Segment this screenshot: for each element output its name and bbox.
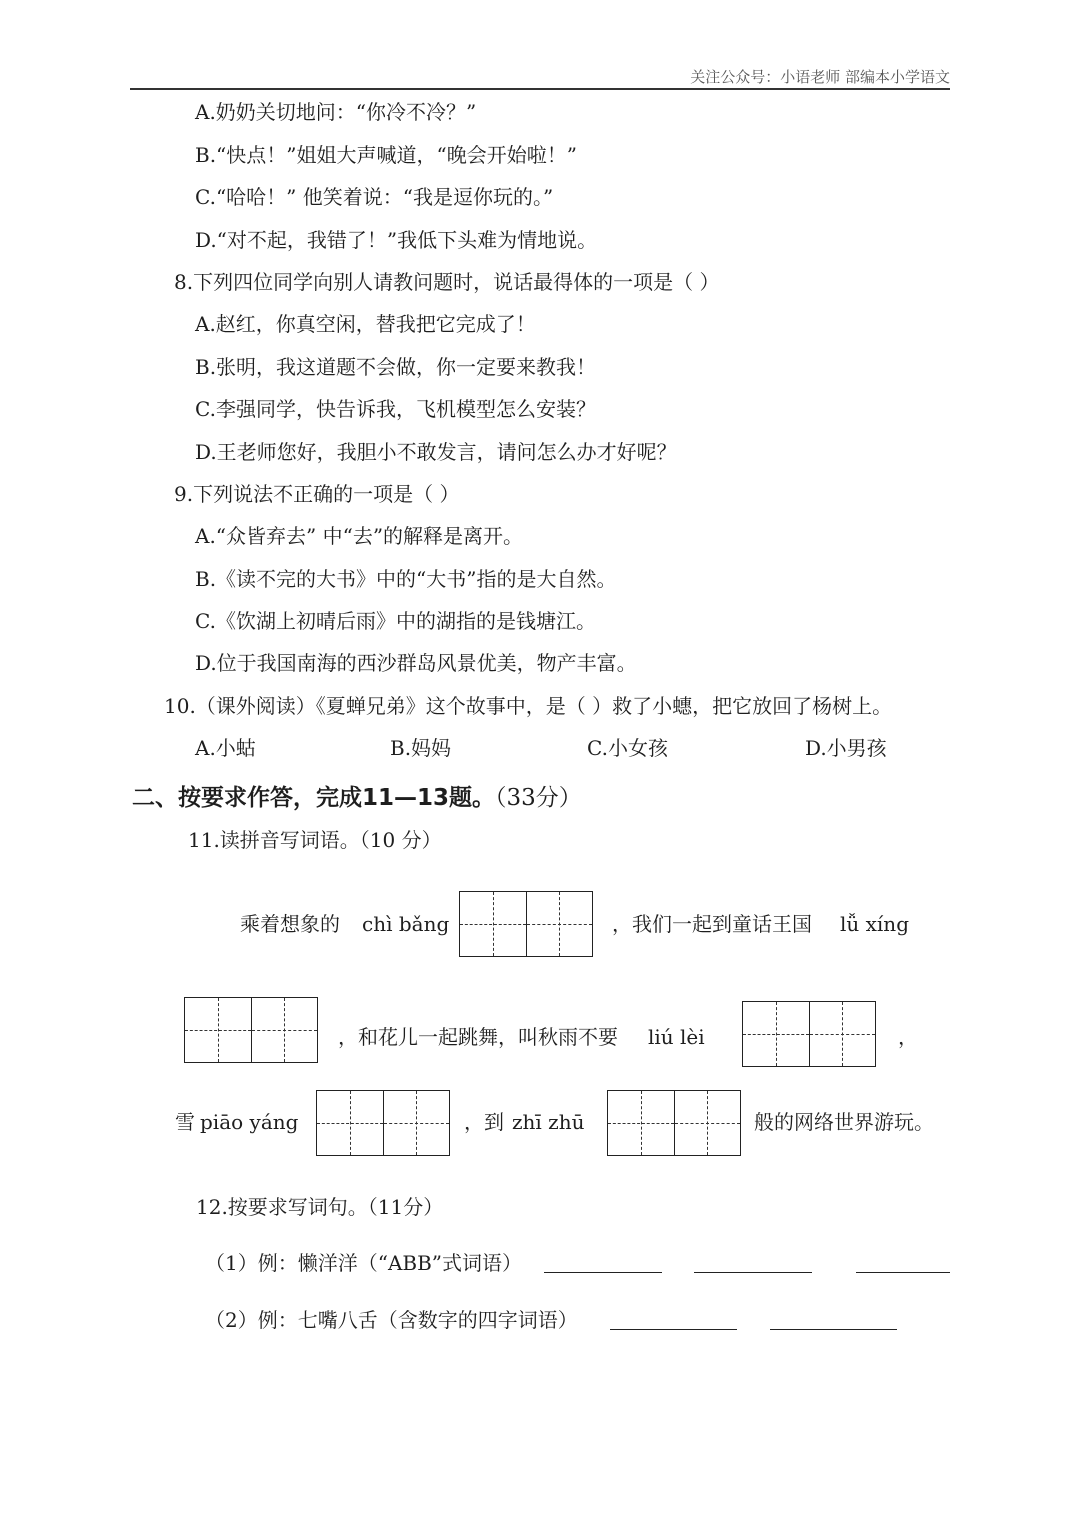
q11-row3-end: 般的网络世界游玩。 <box>754 1110 934 1134</box>
answer-blank[interactable] <box>610 1329 737 1330</box>
grid-cell[interactable] <box>185 998 251 1062</box>
q10-option-b: B.妈妈 <box>390 736 452 760</box>
q9-option-c: C.《饮湖上初晴后雨》中的湖指的是钱塘江。 <box>195 609 596 633</box>
q12-sub2: （2）例：七嘴八舌（含数字的四字词语） <box>205 1308 578 1332</box>
q8-option-d: D.王老师您好，我胆小不敢发言，请问怎么办才好呢？ <box>195 440 677 464</box>
q7-option-c: C.“哈哈！” 他笑着说：“我是逗你玩的。” <box>195 185 554 209</box>
q10-stem: 10.（课外阅读）《夏蝉兄弟》这个故事中，是（ ）救了小蟪，把它放回了杨树上。 <box>164 694 893 718</box>
q10-option-a: A.小蛄 <box>195 736 256 760</box>
q11-row2-middle: ，和花儿一起跳舞，叫秋雨不要 <box>338 1025 618 1049</box>
q8-stem: 8.下列四位同学向别人请教问题时，说话最得体的一项是（ ） <box>174 270 720 294</box>
header-rule <box>130 88 950 90</box>
q11-row2-end: ， <box>898 1025 918 1049</box>
q10-option-d: D.小男孩 <box>805 736 887 760</box>
q8-option-b: B.张明，我这道题不会做，你一定要来教我！ <box>195 355 597 379</box>
q7-option-a: A.奶奶关切地问：“你冷不冷？” <box>195 100 477 124</box>
answer-blank[interactable] <box>544 1272 662 1273</box>
q12-stem: 12.按要求写词句。（11分） <box>196 1195 444 1219</box>
q11-row1-middle: ，我们一起到童话王国 <box>612 912 812 936</box>
q11-pinyin-1: chì bǎng <box>362 912 450 936</box>
grid-cell[interactable] <box>251 998 318 1062</box>
q11-answer-grid-4[interactable] <box>316 1090 450 1156</box>
grid-cell[interactable] <box>460 892 526 956</box>
q11-answer-grid-3[interactable] <box>742 1001 876 1067</box>
section2-score: （33分） <box>495 785 582 811</box>
grid-cell[interactable] <box>674 1091 741 1155</box>
q9-option-a: A.“众皆弃去” 中“去”的解释是离开。 <box>195 524 524 548</box>
q7-option-d: D.“对不起，我错了！”我低下头难为情地说。 <box>195 228 598 252</box>
q10-option-c: C.小女孩 <box>587 736 668 760</box>
q11-row3-prefix: 雪 <box>175 1110 195 1134</box>
q11-answer-grid-5[interactable] <box>607 1090 741 1156</box>
q9-option-b: B.《读不完的大书》中的“大书”指的是大自然。 <box>195 567 617 591</box>
q11-answer-grid-2[interactable] <box>184 997 318 1063</box>
grid-cell[interactable] <box>608 1091 674 1155</box>
q11-pinyin-4: piāo yáng <box>200 1110 299 1134</box>
q11-row1-prefix: 乘着想象的 <box>240 912 340 936</box>
q11-pinyin-3: liú lèi <box>648 1025 705 1049</box>
grid-cell[interactable] <box>526 892 593 956</box>
q11-answer-grid-1[interactable] <box>459 891 593 957</box>
q11-pinyin-5: zhī zhū <box>512 1110 585 1134</box>
section2-title <box>132 779 582 812</box>
q8-option-c: C.李强同学，快告诉我，飞机模型怎么安装？ <box>195 397 596 421</box>
answer-blank[interactable] <box>856 1272 950 1273</box>
q9-stem: 9.下列说法不正确的一项是（ ） <box>174 482 460 506</box>
grid-cell[interactable] <box>743 1002 809 1066</box>
q7-option-b: B.“快点！”姐姐大声喊道，“晚会开始啦！” <box>195 143 577 167</box>
q11-pinyin-2: lǚ xíng <box>840 912 909 936</box>
answer-blank[interactable] <box>770 1329 897 1330</box>
page-header: 关注公众号：小语老师 部编本小学语文 <box>690 68 950 86</box>
section2-title-text: 二、按要求作答，完成11—13题。 <box>132 785 496 811</box>
grid-cell[interactable] <box>317 1091 383 1155</box>
q12-sub1: （1）例：懒洋洋（“ABB”式词语） <box>205 1251 523 1275</box>
q8-option-a: A.赵红，你真空闲，替我把它完成了！ <box>195 312 536 336</box>
q9-option-d: D.位于我国南海的西沙群岛风景优美，物产丰富。 <box>195 651 637 675</box>
grid-cell[interactable] <box>809 1002 876 1066</box>
grid-cell[interactable] <box>383 1091 450 1155</box>
answer-blank[interactable] <box>694 1272 812 1273</box>
q11-stem: 11.读拼音写词语。（10 分） <box>188 828 442 852</box>
q11-row3-middle: ，到 <box>464 1110 504 1134</box>
